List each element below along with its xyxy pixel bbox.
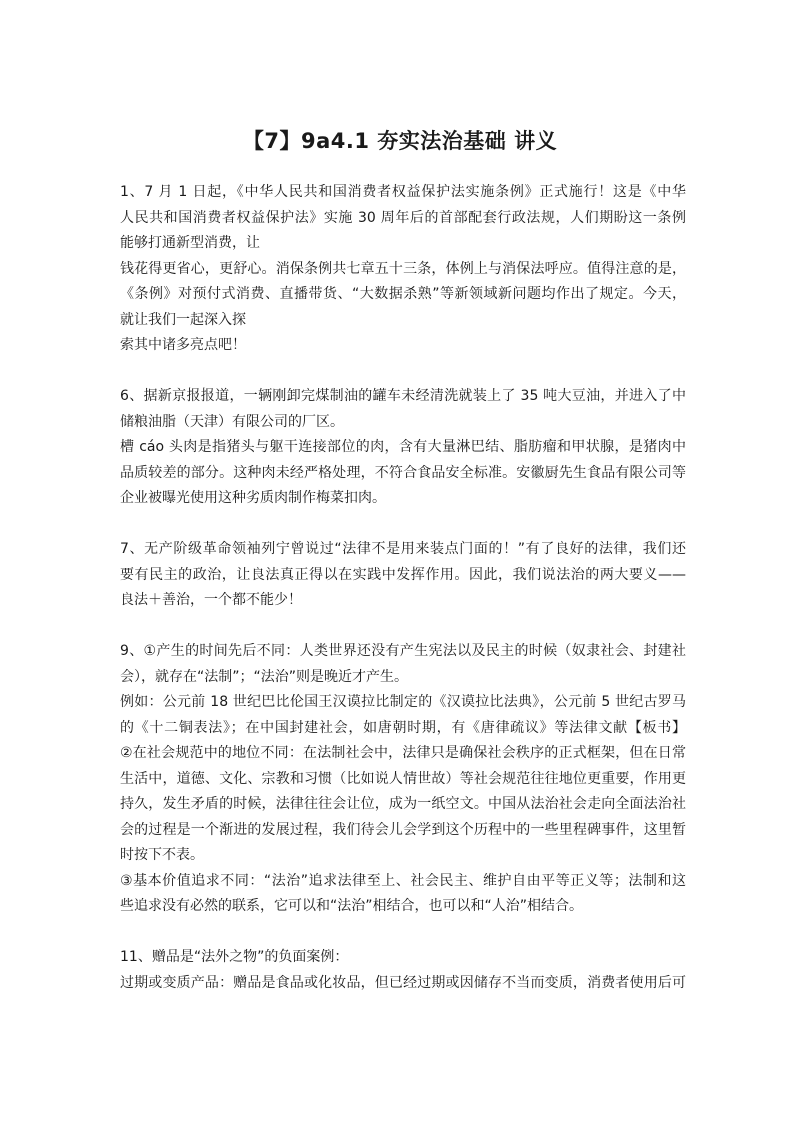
text-line: 能够打通新型消费，让 [120,235,260,251]
text-line: 良法＋善治，一个都不能少！ [120,592,302,608]
text-line: 槽 cáo 头肉是指猪头与躯干连接部位的肉，含有大量淋巴结、脂肪瘤和甲状腺，是猪肉中 [120,439,686,455]
text-line: 人民共和国消费者权益保护法》实施 30 周年后的首部配套行政法规，人们期盼这一条例 [120,209,686,226]
text-line: 企业被曝光使用这种劣质肉制作梅菜扣肉。 [120,490,386,506]
text-line: 索其中诸多亮点吧！ [120,337,246,353]
paragraph-section [120,639,686,920]
text-line: 会的过程是一个渐进的发展过程，我们待会儿会学到这个历程中的一些里程碑事件，这里暂 [120,821,686,838]
paragraph-section [120,384,686,512]
page-title: 【7】9a4.1 夯实法治基础 讲义 [242,129,558,153]
text-line: 持久，发生矛盾的时候，法律往往会让位，成为一纸空文。中国从法治社会走向全面法治社 [120,796,686,812]
text-line: 过期或变质产品：赠品是食品或化妆品，但已经过期或因储存不当而变质，消费者使用后可 [120,974,686,991]
text-line: ③基本价值追求不同：“法治”追求法律至上、社会民主、维护自由平等正义等；法制和这 [120,872,686,889]
text-line: 时按下不表。 [120,847,204,863]
text-line: 生活中，道德、文化、宗教和习惯（比如说人情世故）等社会规范往往地位更重要，作用更 [120,770,686,787]
text-line: 要有民主的政治，让良法真正得以在实践中发挥作用。因此，我们说法治的两大要义—— [120,566,686,583]
text-line: 的《十二铜表法》；在中国封建社会，如唐朝时期，有《唐律疏议》等法律文献【板书】 [120,719,686,736]
text-line: ②在社会规范中的地位不同：在法制社会中，法律只是确保社会秩序的正式框架，但在日常 [120,745,686,761]
document-body [120,180,686,1022]
text-line: 些追求没有必然的联系，它可以和“法治”相结合，也可以和“人治”相结合。 [120,898,584,914]
text-line: 1、7 月 1 日起，《中华人民共和国消费者权益保护法实施条例》正式施行！这是《中华 [120,184,686,200]
text-line: 就让我们一起深入探 [120,311,246,328]
text-line: 6、据新京报报道，一辆刚卸完煤制油的罐车未经清洗就装上了 35 吨大豆油，并进入了中 [120,388,686,404]
text-line: 7、无产阶级革命领袖列宁曾说过“法律不是用来装点门面的！”有了良好的法律，我们还 [120,541,686,557]
text-line: 储粮油脂（天津）有限公司的厂区。 [120,413,344,430]
paragraph-section [120,945,686,996]
text-line: 品质较差的部分。这种肉未经严格处理，不符合食品安全标准。安徽厨先生食品有限公司等 [120,464,686,481]
paragraph-section [120,180,686,359]
text-line: 会），就存在“法制”；“法治”则是晚近才产生。 [120,668,409,685]
text-line: 9、①产生的时间先后不同：人类世界还没有产生宪法以及民主的时候（奴隶社会、封建社 [120,643,686,659]
text-line: 11、赠品是“法外之物”的负面案例： [120,949,349,965]
text-line: 钱花得更省心，更舒心。消保条例共七章五十三条，体例上与消保法呼应。值得注意的是， [120,260,686,277]
paragraph-section [120,537,686,614]
text-line: 例如：公元前 18 世纪巴比伦国王汉谟拉比制定的《汉谟拉比法典》，公元前 5 世纪古罗马 [120,694,686,710]
text-line: 《条例》对预付式消费、直播带货、“大数据杀熟”等新领域新问题均作出了规定。今天， [120,286,686,302]
